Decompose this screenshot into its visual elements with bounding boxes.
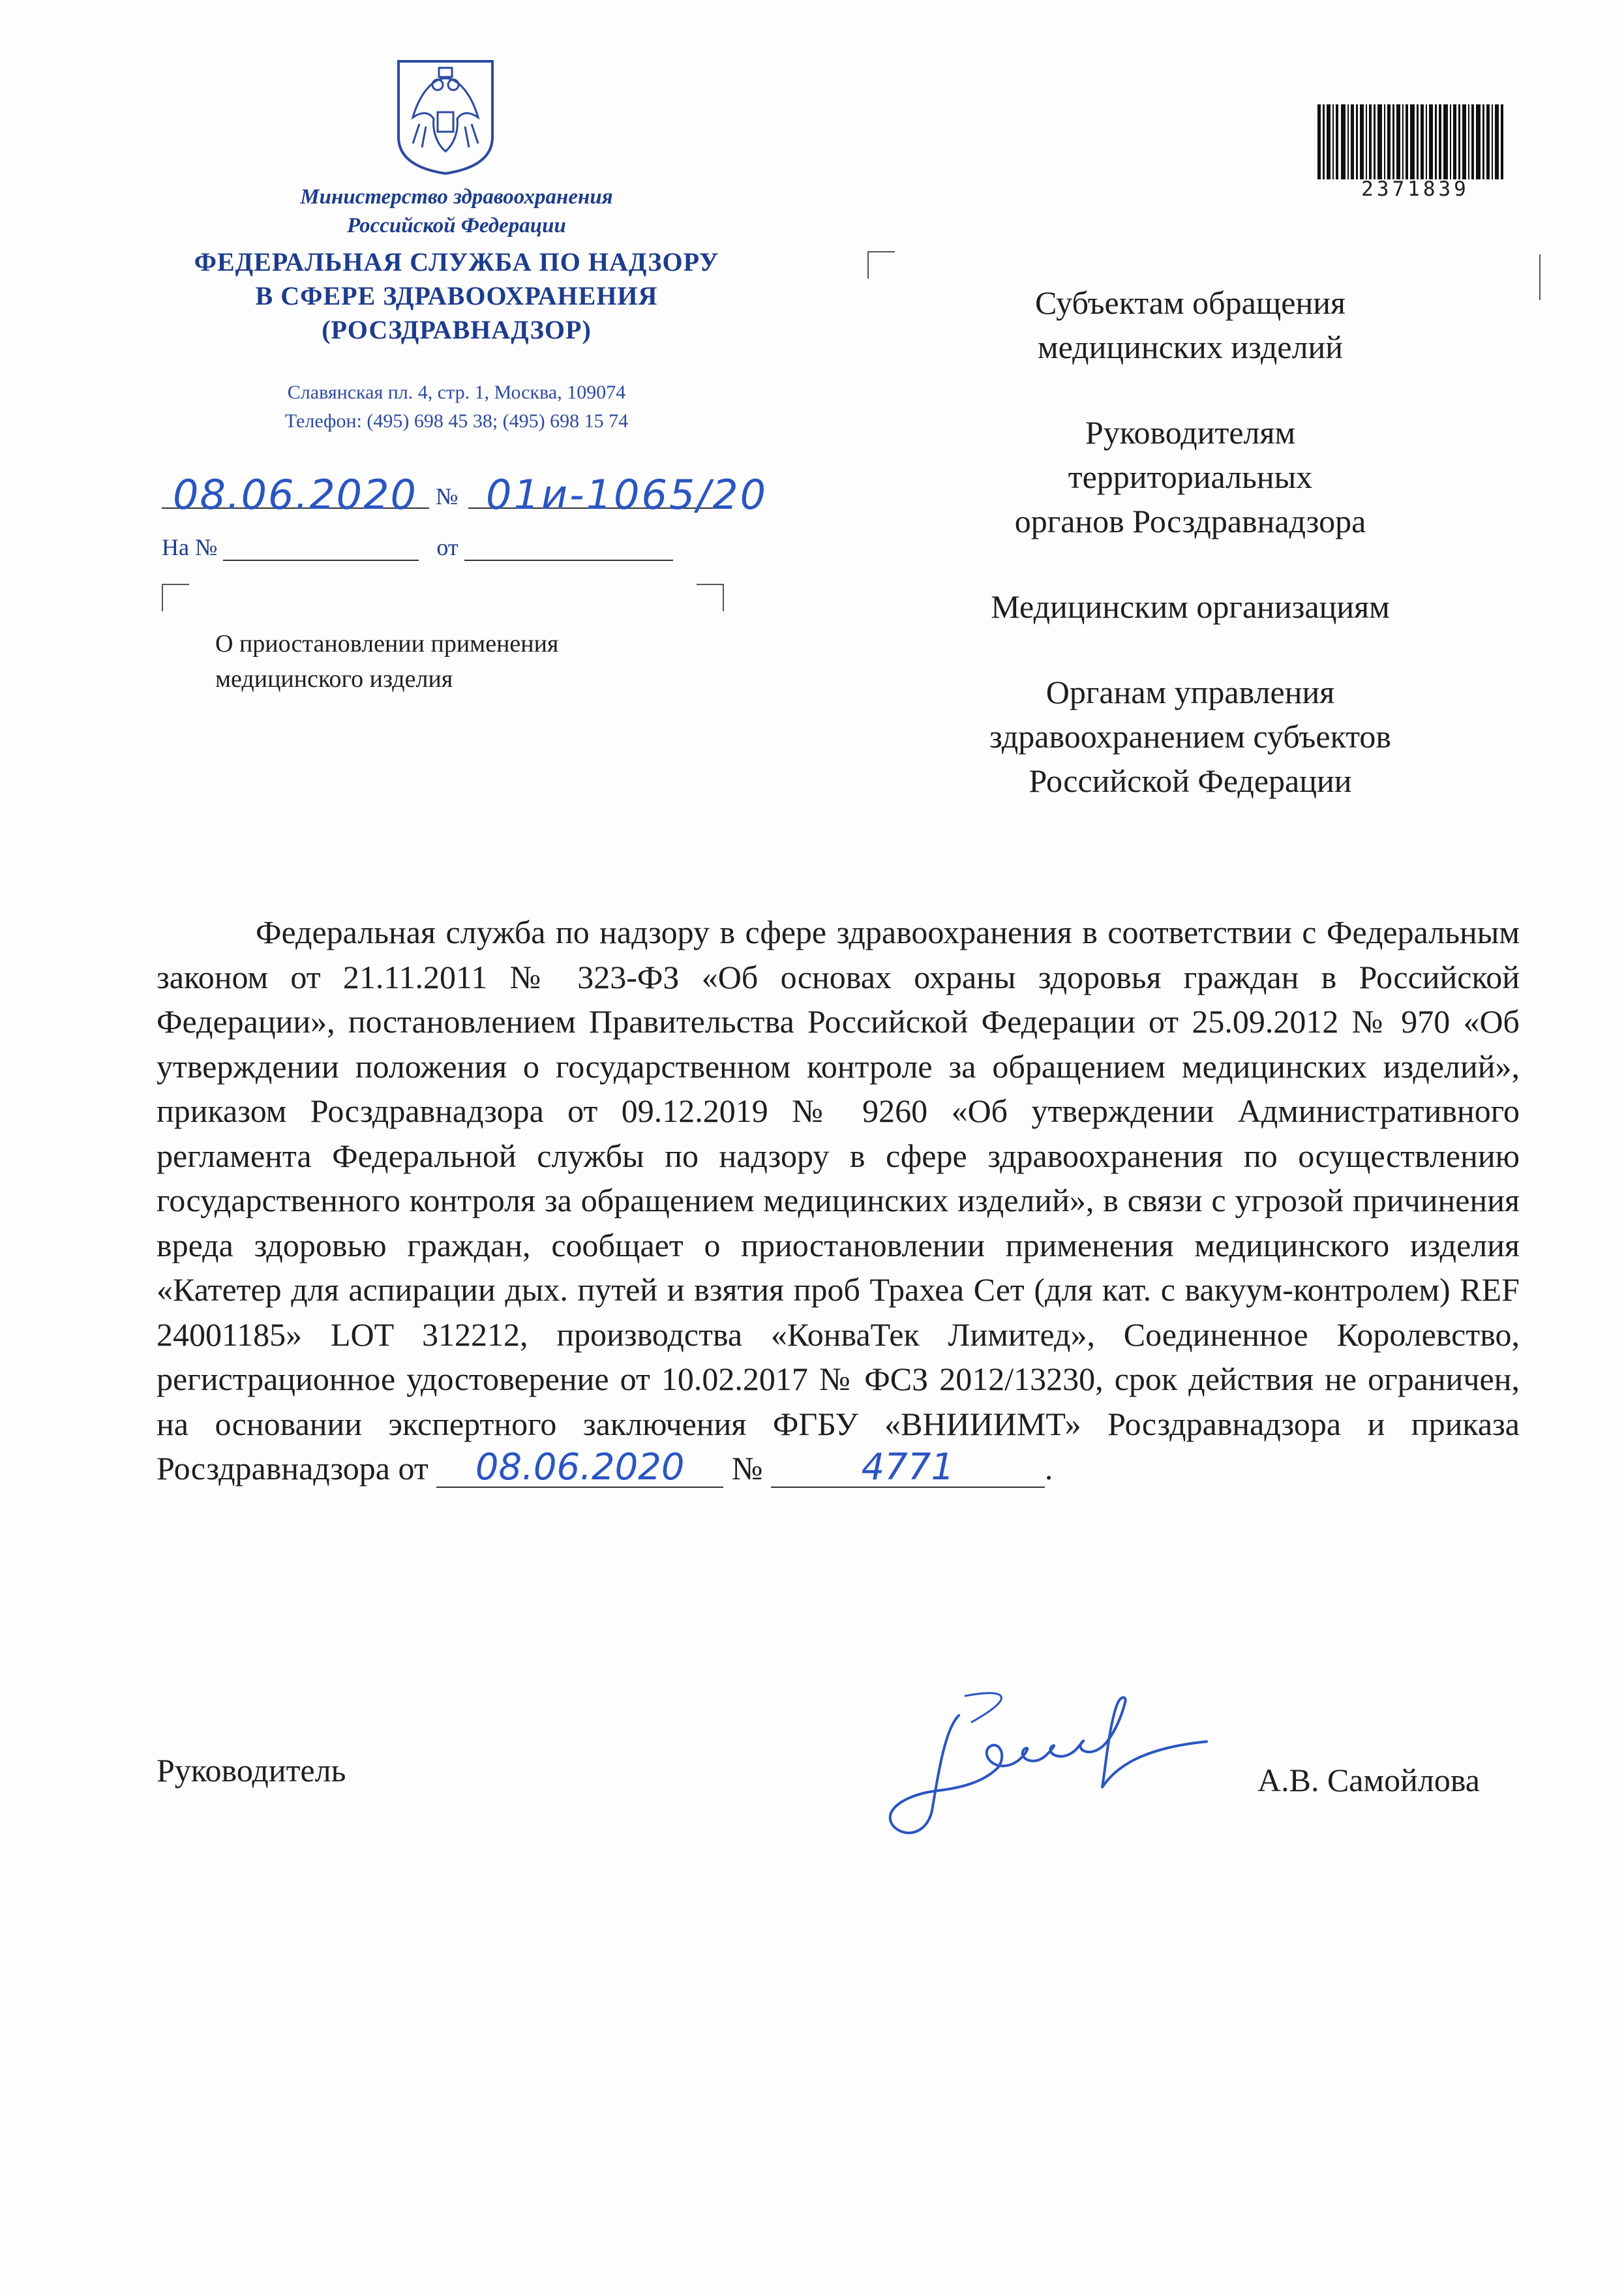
addressee-bracket-left: [867, 251, 895, 279]
registration-date: 08.06.2020: [173, 471, 417, 519]
ref-date-blank: [464, 560, 673, 561]
service-address: Славянская пл. 4, стр. 1, Москва, 109074 Телефон: (495) 698 45 38; (495) 698 15 74: [284, 382, 629, 432]
signer-name: А.В. Самойлова: [1257, 1762, 1480, 1798]
letter-body: Федеральная служба по надзору в сфере здравоохранения в соответствии с Федеральным законом от 21.11.2011 № 323-ФЗ «Об основах охраны здоровья граждан в Российской Федерации», постановлением Правительства Российской Федерации от 25.09.2012 № 970 «Об утверждении положения о государственном контроле за обращением медицинских изделий», приказом Росздравнадзора от 09.12.2019 № 9260 «Об утверждении Административного регламента Федеральной службы по надзору в сфере здравоохранения по осуществлению государственного контроля за обращением медицинских изделий», в связи с угрозой причинения вреда здоровью граждан, сообщает о приостановлении применения медицинского изделия «Катетер для аспирации дых. путей и взятия проб Трахеа Сет (для кат. с вакуум-контролем) REF 24001185» LOT 312212, производства «КонваТек Лимитед», Соединенное Королевство, регистрационное удостоверение от 10.02.2017 № ФСЗ 2012/13230, срок действия не ограничен, на основании экспертного заключения ФГБУ «ВНИИИМТ» Росздравнадзора и приказа Росздравнадзора от 08.06.2020 № 4771 .: [157, 914, 1520, 1488]
number-label: №: [436, 483, 459, 509]
ref-number-blank: [223, 560, 419, 561]
coat-of-arms-emblem: [393, 59, 498, 176]
ministry-name: Министерство здравоохранения Российской Федерации: [300, 185, 613, 237]
barcode: [1317, 104, 1507, 179]
addressee-group: Медицинским организациям: [991, 588, 1390, 625]
addressee-group: Субъектам обращения медицинских изделий: [1035, 284, 1346, 365]
barcode-number: 2371839: [1361, 177, 1469, 201]
registration-number: 01и-1065/20: [486, 471, 768, 519]
addressee-bracket-right: [1539, 254, 1541, 300]
service-name: ФЕДЕРАЛЬНАЯ СЛУЖБА ПО НАДЗОРУ В СФЕРЕ ЗДРАВООХРАНЕНИЯ (РОСЗДРАВНАДЗОР): [194, 247, 719, 344]
signer-title: Руководитель: [157, 1752, 346, 1789]
bracket-top-right: [697, 584, 724, 611]
order-date-field: 08.06.2020: [436, 1449, 723, 1488]
order-number-field: 4771: [771, 1449, 1045, 1488]
bracket-top-left: [162, 584, 189, 611]
body-text: Федеральная служба по надзору в сфере здравоохранения в соответствии с Федеральным законом от 21.11.2011 № 323-ФЗ «Об основах охраны здоровья граждан в Российской Федерации», постановлением Правительства Российской Федерации от 25.09.2012 № 970 «Об утверждении положения о государственном контроле за обращением медицинских изделий», приказом Росздравнадзора от 09.12.2019 № 9260 «Об утверждении Административного регламента Федеральной службы по надзору в сфере здравоохранения по осуществлению государственного контроля за обращением медицинских изделий», в связи с угрозой причинения вреда здоровью граждан, сообщает о приостановлении применения медицинского изделия «Катетер для аспирации дых. путей и взятия проб Трахеа Сет (для кат. с вакуум-контролем) REF 24001185» LOT 312212, производства «КонваТек Лимитед», Соединенное Королевство, регистрационное удостоверение от 10.02.2017 № ФСЗ 2012/13230, срок действия не ограничен, на основании экспертного заключения ФГБУ «ВНИИИМТ» Росздравнадзора и приказа Росздравнадзора: [157, 914, 1520, 1487]
letter-subject: О приостановлении применения медицинского изделия: [215, 630, 559, 693]
addressee-group: Органам управления здравоохранением субъектов Российской Федерации: [989, 674, 1392, 799]
reference-row: На № от: [162, 534, 673, 561]
addressee-group: Руководителям территориальных органов Росздравнадзора: [1014, 414, 1366, 539]
addressee-list: [913, 280, 1467, 844]
handwritten-signature: [867, 1676, 1233, 1852]
